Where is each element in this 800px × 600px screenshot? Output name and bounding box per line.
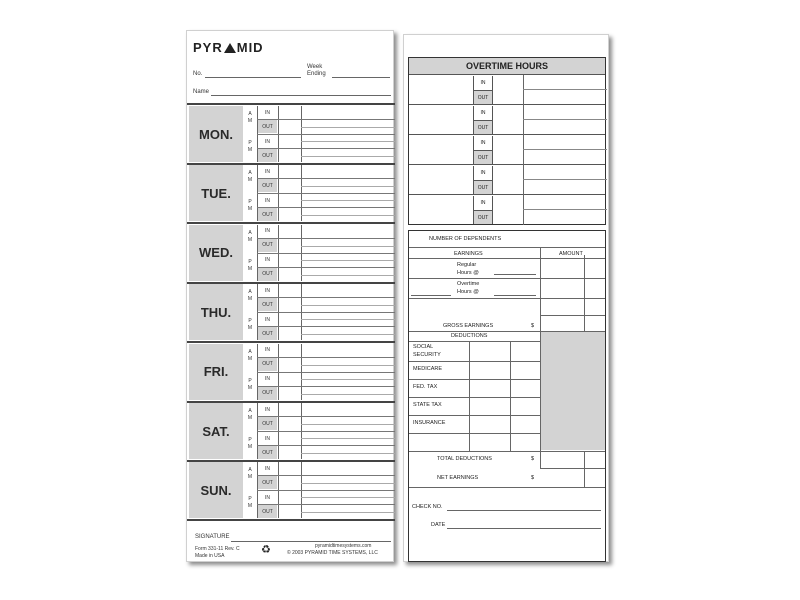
deduction-rule (409, 361, 540, 362)
entry-rule (301, 246, 395, 247)
amount-label: AMOUNT (559, 251, 583, 257)
overtime-hours-box (408, 57, 606, 225)
day-block (187, 105, 395, 164)
divider (523, 165, 524, 195)
name-field[interactable] (211, 95, 391, 96)
ot-out-cell[interactable]: OUT (473, 180, 493, 194)
deduction-label: MEDICARE (413, 366, 443, 372)
row-rule (257, 148, 395, 149)
in-cell[interactable]: IN (265, 406, 270, 413)
ot-in-cell[interactable]: IN (473, 136, 493, 150)
time-card-front (186, 30, 394, 562)
out-cell[interactable]: OUT (258, 358, 277, 371)
overtime-hours-field[interactable] (411, 295, 451, 296)
no-label: No. (193, 71, 203, 77)
net-earnings-currency: $ (531, 475, 535, 481)
in-cell[interactable]: IN (265, 168, 270, 175)
divider (584, 451, 585, 487)
rule (409, 258, 605, 259)
overtime-row (409, 165, 605, 195)
overtime-hours-label: Overtime Hours @ (457, 281, 480, 295)
total-deductions-currency: $ (531, 456, 535, 462)
divider (523, 75, 524, 105)
entry-rule (301, 186, 395, 187)
date-label: DATE (431, 522, 446, 528)
row-rule (257, 297, 395, 298)
in-cell[interactable]: IN (265, 228, 270, 235)
entry-rule (523, 179, 607, 180)
overtime-title: OVERTIME HOURS (409, 58, 605, 75)
out-cell[interactable]: OUT (258, 268, 277, 281)
rule (540, 315, 605, 316)
out-cell[interactable]: OUT (258, 239, 277, 252)
day-name: TUE. (189, 165, 243, 221)
deduction-rule (409, 397, 540, 398)
in-cell[interactable]: IN (265, 197, 270, 204)
out-cell[interactable]: OUT (258, 505, 277, 518)
day-block (187, 402, 395, 461)
row-rule (257, 386, 395, 387)
ot-in-cell[interactable]: IN (473, 106, 493, 120)
entry-rule (523, 89, 607, 90)
row-rule (257, 372, 395, 373)
form-number: Form 331-11 Rev. C (195, 546, 240, 552)
overtime-rate-field[interactable] (494, 295, 536, 296)
ot-in-cell[interactable]: IN (473, 196, 493, 210)
divider (469, 341, 470, 451)
row-rule (257, 207, 395, 208)
rule (540, 468, 605, 469)
day-separator (187, 519, 395, 521)
am-label: A M (247, 111, 253, 124)
row-rule (257, 445, 395, 446)
out-cell[interactable]: OUT (258, 387, 277, 400)
day-name: THU. (189, 284, 243, 340)
earnings-label: EARNINGS (454, 251, 483, 257)
row-rule (257, 178, 395, 179)
entry-rule (301, 127, 395, 128)
no-field[interactable] (205, 77, 301, 78)
deduction-rule (409, 433, 540, 434)
row-rule (257, 193, 395, 194)
gross-currency: $ (531, 323, 535, 329)
date-field[interactable] (447, 528, 601, 529)
in-cell[interactable]: IN (265, 109, 270, 116)
rule (409, 298, 605, 299)
in-cell[interactable]: IN (265, 138, 270, 145)
am-label: A M (247, 467, 253, 481)
overtime-row (409, 135, 605, 165)
row-rule (257, 431, 395, 432)
row-rule (257, 416, 395, 417)
pm-label: P M (247, 377, 253, 391)
rule (409, 451, 605, 452)
pm-label: P M (247, 496, 253, 510)
am-label: A M (247, 229, 253, 243)
ot-out-cell[interactable]: OUT (473, 150, 493, 164)
in-cell[interactable]: IN (265, 257, 270, 264)
day-name: SUN. (189, 462, 243, 518)
rule (409, 487, 605, 488)
deductions-label: DEDUCTIONS (451, 333, 488, 339)
entry-rule (301, 305, 395, 306)
entry-rule (301, 200, 395, 201)
in-cell[interactable]: IN (265, 316, 270, 323)
row-rule (257, 119, 395, 120)
day-name: FRI. (189, 344, 243, 400)
out-cell[interactable]: OUT (258, 327, 277, 340)
gross-earnings-label: GROSS EARNINGS (443, 323, 494, 329)
day-block (187, 164, 395, 223)
row-rule (257, 357, 395, 358)
signature-field[interactable] (231, 541, 391, 542)
week-ending-field[interactable] (332, 77, 390, 78)
ot-out-cell[interactable]: OUT (473, 90, 493, 104)
pyramid-triangle-icon (224, 43, 236, 53)
entry-rule (301, 319, 395, 320)
ot-in-cell[interactable]: IN (473, 76, 493, 90)
out-cell[interactable]: OUT (258, 208, 277, 221)
dependents-label: NUMBER OF DEPENDENTS (429, 236, 502, 242)
rule (409, 341, 540, 342)
divider (523, 135, 524, 165)
signature-label: SIGNATURE (195, 534, 230, 540)
payroll-box (408, 230, 606, 562)
regular-hours-label: Regular Hours @ (457, 262, 479, 276)
deduction-label: FED. TAX (413, 384, 438, 390)
entry-rule (301, 424, 395, 425)
entry-rule (301, 365, 395, 366)
time-card-back (403, 34, 609, 562)
pm-label: P M (247, 318, 253, 332)
pm-label: P M (247, 140, 253, 153)
entry-rule (301, 483, 395, 484)
entry-rule (301, 260, 395, 261)
in-cell[interactable]: IN (265, 287, 270, 294)
day-name: MON. (189, 106, 243, 162)
out-cell[interactable]: OUT (258, 476, 277, 489)
row-rule (257, 312, 395, 313)
rule (409, 247, 605, 248)
entry-rule (301, 394, 395, 395)
entry-rule (301, 156, 395, 157)
entry-rule (301, 215, 395, 216)
divider (584, 255, 585, 331)
overtime-row (409, 75, 605, 105)
deduction-label: INSURANCE (413, 420, 446, 426)
divider (523, 105, 524, 135)
row-rule (257, 267, 395, 268)
week-ending-label: Week Ending (307, 64, 326, 77)
out-cell[interactable]: OUT (258, 298, 277, 311)
am-label: A M (247, 408, 253, 421)
pyramid-logo: PYR MID (193, 40, 264, 55)
ot-in-cell[interactable]: IN (473, 166, 493, 180)
entry-rule (301, 141, 395, 142)
entry-rule (301, 438, 395, 439)
deduction-rule (409, 415, 540, 416)
shaded-area (541, 332, 605, 450)
out-cell[interactable]: OUT (258, 446, 277, 459)
entry-rule (301, 512, 395, 513)
name-label: Name (193, 89, 210, 95)
overtime-row (409, 105, 605, 135)
entry-rule (301, 453, 395, 454)
deduction-label: SOCIAL SECURITY (413, 344, 441, 358)
entry-rule (301, 275, 395, 276)
pm-label: P M (247, 199, 253, 213)
row-rule (257, 475, 395, 476)
row-rule (257, 238, 395, 239)
rule (409, 278, 605, 279)
divider (523, 195, 524, 225)
total-deductions-label: TOTAL DEDUCTIONS (437, 456, 492, 462)
day-block (187, 343, 395, 402)
deduction-label: STATE TAX (413, 402, 442, 408)
in-cell[interactable]: IN (265, 347, 270, 354)
entry-rule (523, 209, 607, 210)
in-cell[interactable]: IN (265, 465, 270, 472)
in-cell[interactable]: IN (265, 435, 270, 442)
entry-rule (301, 497, 395, 498)
entry-rule (301, 379, 395, 380)
check-no-field[interactable] (447, 510, 601, 511)
row-rule (257, 504, 395, 505)
row-rule (257, 134, 395, 135)
entry-rule (523, 119, 607, 120)
pm-label: P M (247, 258, 253, 272)
pm-label: P M (247, 437, 253, 450)
day-block (187, 224, 395, 283)
ot-out-cell[interactable]: OUT (473, 120, 493, 134)
divider (510, 341, 511, 451)
out-cell[interactable]: OUT (258, 120, 277, 133)
in-cell[interactable]: IN (265, 494, 270, 501)
day-name: SAT. (189, 403, 243, 459)
day-block (187, 283, 395, 342)
in-cell[interactable]: IN (265, 376, 270, 383)
out-cell[interactable]: OUT (258, 417, 277, 430)
copyright: © 2003 PYRAMID TIME SYSTEMS, LLC (287, 550, 378, 556)
regular-rate-field[interactable] (494, 274, 536, 275)
website: pyramidtimesystems.com (315, 543, 372, 549)
made-in-usa: Made in USA (195, 553, 225, 559)
net-earnings-label: NET EARNINGS (437, 475, 479, 481)
deduction-rule (409, 379, 540, 380)
am-label: A M (247, 170, 253, 184)
out-cell[interactable]: OUT (258, 149, 277, 162)
day-block (187, 461, 395, 520)
day-name: WED. (189, 225, 243, 281)
row-rule (257, 253, 395, 254)
check-no-label: CHECK NO. (412, 504, 443, 510)
row-rule (257, 490, 395, 491)
recycle-icon: ♻ (261, 544, 271, 556)
entry-rule (301, 334, 395, 335)
entry-rule (523, 149, 607, 150)
row-rule (257, 326, 395, 327)
overtime-row (409, 195, 605, 225)
ot-out-cell[interactable]: OUT (473, 210, 493, 224)
am-label: A M (247, 289, 253, 303)
out-cell[interactable]: OUT (258, 179, 277, 192)
am-label: A M (247, 348, 253, 362)
